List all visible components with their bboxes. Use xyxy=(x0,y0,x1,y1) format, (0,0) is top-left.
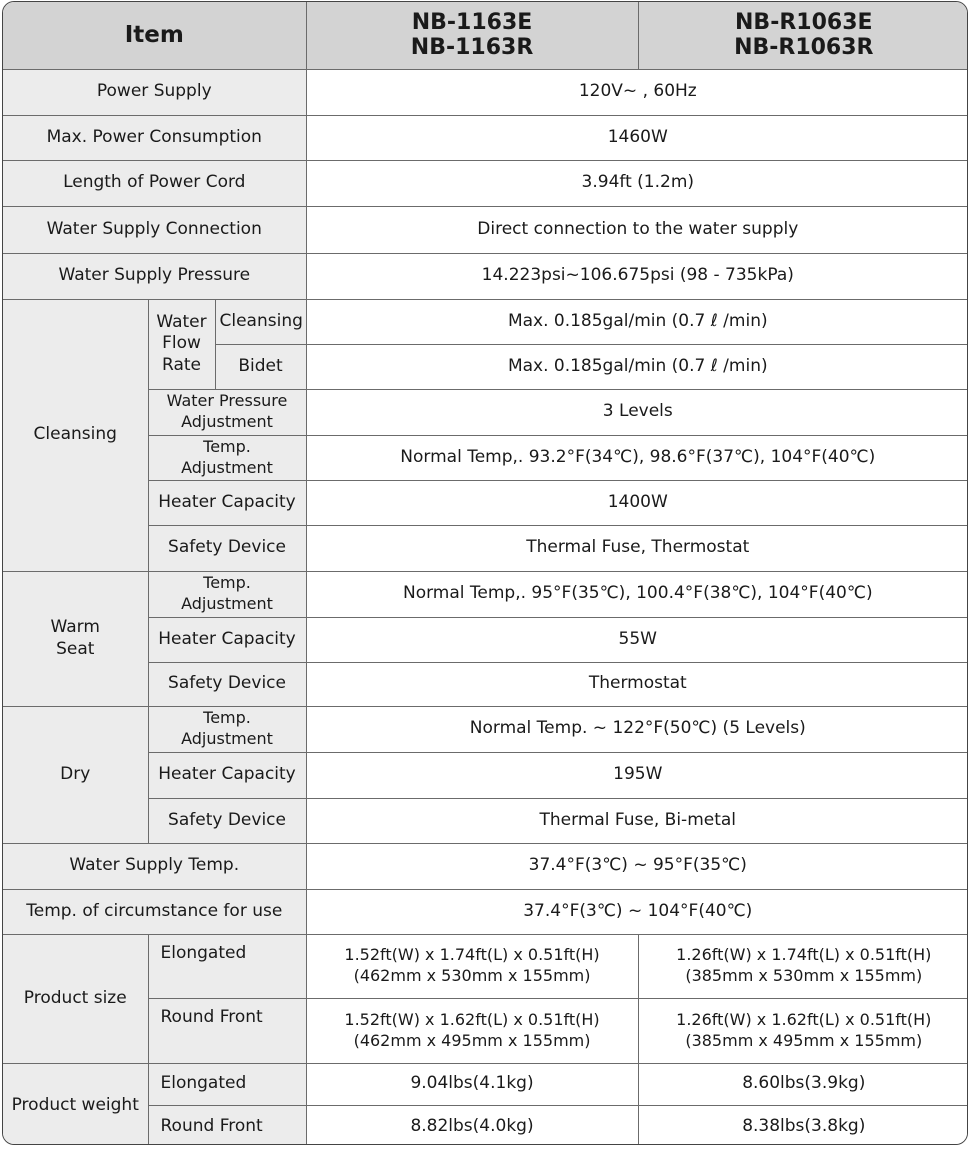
size-elongated-model-2 xyxy=(638,934,968,998)
flow-cleansing-value: Max. 0.185gal/min (0.7 ℓ /min) xyxy=(306,299,968,344)
row-label: Water Supply Pressure xyxy=(3,253,306,299)
size-line-1: 1.26ft(W) x 1.62ft(L) x 0.51ft(H) xyxy=(676,1009,932,1029)
table-row xyxy=(3,998,968,1063)
table-row xyxy=(3,617,968,662)
seat-safety-value: Thermostat xyxy=(306,662,968,706)
row-label: Power Supply xyxy=(3,69,306,115)
water-flow-rate-label xyxy=(148,299,215,389)
table-row xyxy=(3,206,968,253)
flow-cleansing-label: Cleansing xyxy=(215,299,306,344)
warm-seat-group-label xyxy=(3,571,148,706)
temp-adj-line-2: Adjustment xyxy=(181,594,273,613)
weight-round-model-2: 8.38lbs(3.8kg) xyxy=(638,1105,968,1145)
size-round-model-1 xyxy=(306,998,638,1063)
seat-temp-adjustment-label xyxy=(148,571,306,617)
table-row xyxy=(3,1063,968,1105)
table-row xyxy=(3,69,968,115)
table-row xyxy=(3,571,968,617)
row-value: Direct connection to the water supply xyxy=(306,206,968,253)
product-weight-label: Product weight xyxy=(3,1063,148,1145)
dry-heater-label: Heater Capacity xyxy=(148,752,306,798)
cleansing-safety-label: Safety Device xyxy=(148,525,306,571)
spec-table xyxy=(3,2,968,1145)
row-value: 1460W xyxy=(306,115,968,160)
water-flow-line-3: Rate xyxy=(162,354,201,375)
table-row xyxy=(3,299,968,344)
model-1-line-2: NB-1163R xyxy=(410,35,534,61)
ambient-temp-value: 37.4°F(3℃) ~ 104°F(40℃) xyxy=(306,889,968,934)
dry-temp-adjustment-label xyxy=(148,706,306,752)
size-line-2: (462mm x 530mm x 155mm) xyxy=(353,966,591,985)
temp-adj-line-1: Temp. xyxy=(203,573,251,593)
size-round-model-2 xyxy=(638,998,968,1063)
temp-adj-line-1: Temp. xyxy=(203,708,251,728)
size-line-2: (385mm x 530mm x 155mm) xyxy=(685,966,923,985)
table-row xyxy=(3,706,968,752)
row-label: Water Supply Connection xyxy=(3,206,306,253)
warm-seat-line-2: Seat xyxy=(56,638,95,659)
water-supply-temp-value: 37.4°F(3℃) ~ 95°F(35℃) xyxy=(306,843,968,889)
seat-heater-value: 55W xyxy=(306,617,968,662)
pressure-adj-line-1: Water Pressure xyxy=(166,391,288,411)
size-line-1: 1.52ft(W) x 1.74ft(L) x 0.51ft(H) xyxy=(344,945,600,965)
header-model-2 xyxy=(638,2,968,69)
water-flow-line-1: Water xyxy=(156,312,207,333)
table-row xyxy=(3,843,968,889)
seat-temp-adjustment-value: Normal Temp,. 95°F(35℃), 100.4°F(38℃), 104°F(40℃) xyxy=(306,571,968,617)
table-row xyxy=(3,934,968,998)
model-2-line-2: NB-R1063R xyxy=(734,35,874,61)
table-row xyxy=(3,480,968,525)
cleansing-group-label: Cleansing xyxy=(3,299,148,571)
dry-safety-label: Safety Device xyxy=(148,798,306,843)
table-row xyxy=(3,435,968,480)
seat-safety-label: Safety Device xyxy=(148,662,306,706)
size-line-1: 1.26ft(W) x 1.74ft(L) x 0.51ft(H) xyxy=(676,945,932,965)
model-1-line-1: NB-1163E xyxy=(411,9,533,35)
dry-temp-adjustment-value: Normal Temp. ~ 122°F(50℃) (5 Levels) xyxy=(306,706,968,752)
cleansing-safety-value: Thermal Fuse, Thermostat xyxy=(306,525,968,571)
size-line-2: (462mm x 495mm x 155mm) xyxy=(353,1030,591,1050)
cleansing-temp-adjustment-value: Normal Temp,. 93.2°F(34℃), 98.6°F(37℃), 104°F(40℃) xyxy=(306,435,968,480)
pressure-adj-line-2: Adjustment xyxy=(181,412,273,431)
table-row xyxy=(3,889,968,934)
table-row xyxy=(3,752,968,798)
row-value: 120V~ , 60Hz xyxy=(306,69,968,115)
weight-elongated-label: Elongated xyxy=(148,1063,306,1105)
table-row xyxy=(3,1105,968,1145)
header-row xyxy=(3,2,968,69)
water-flow-line-2: Flow xyxy=(162,333,201,354)
cleansing-heater-label: Heater Capacity xyxy=(148,480,306,525)
seat-heater-label: Heater Capacity xyxy=(148,617,306,662)
model-2-line-1: NB-R1063E xyxy=(735,9,873,35)
row-label: Max. Power Consumption xyxy=(3,115,306,160)
row-label: Length of Power Cord xyxy=(3,160,306,206)
weight-elongated-model-1: 9.04lbs(4.1kg) xyxy=(306,1063,638,1105)
table-row xyxy=(3,253,968,299)
water-supply-temp-label: Water Supply Temp. xyxy=(3,843,306,889)
dry-group-label: Dry xyxy=(3,706,148,843)
warm-seat-line-1: Warm xyxy=(50,617,100,638)
table-row xyxy=(3,798,968,843)
header-model-1 xyxy=(306,2,638,69)
temp-adj-line-2: Adjustment xyxy=(181,457,273,477)
header-item: Item xyxy=(3,2,306,69)
cleansing-heater-value: 1400W xyxy=(306,480,968,525)
table-row xyxy=(3,160,968,206)
dry-heater-value: 195W xyxy=(306,752,968,798)
spec-table-container xyxy=(2,1,968,1145)
temp-adj-line-2: Adjustment xyxy=(181,729,273,748)
row-value: 3.94ft (1.2m) xyxy=(306,160,968,206)
size-elongated-model-1 xyxy=(306,934,638,998)
water-pressure-adjustment-label xyxy=(148,389,306,435)
table-row xyxy=(3,662,968,706)
table-row xyxy=(3,389,968,435)
flow-bidet-value: Max. 0.185gal/min (0.7 ℓ /min) xyxy=(306,344,968,389)
table-row xyxy=(3,525,968,571)
dry-safety-value: Thermal Fuse, Bi-metal xyxy=(306,798,968,843)
size-elongated-label: Elongated xyxy=(148,934,306,998)
cleansing-temp-adjustment-label xyxy=(148,435,306,480)
weight-round-model-1: 8.82lbs(4.0kg) xyxy=(306,1105,638,1145)
size-line-1: 1.52ft(W) x 1.62ft(L) x 0.51ft(H) xyxy=(344,1009,600,1029)
weight-round-label: Round Front xyxy=(148,1105,306,1145)
water-pressure-adjustment-value: 3 Levels xyxy=(306,389,968,435)
product-size-label: Product size xyxy=(3,934,148,1063)
table-row xyxy=(3,115,968,160)
size-line-2: (385mm x 495mm x 155mm) xyxy=(685,1030,923,1050)
flow-bidet-label: Bidet xyxy=(215,344,306,389)
size-round-label: Round Front xyxy=(148,998,306,1063)
row-value: 14.223psi~106.675psi (98 - 735kPa) xyxy=(306,253,968,299)
weight-elongated-model-2: 8.60lbs(3.9kg) xyxy=(638,1063,968,1105)
ambient-temp-label: Temp. of circumstance for use xyxy=(3,889,306,934)
temp-adj-line-1: Temp. xyxy=(203,436,251,456)
